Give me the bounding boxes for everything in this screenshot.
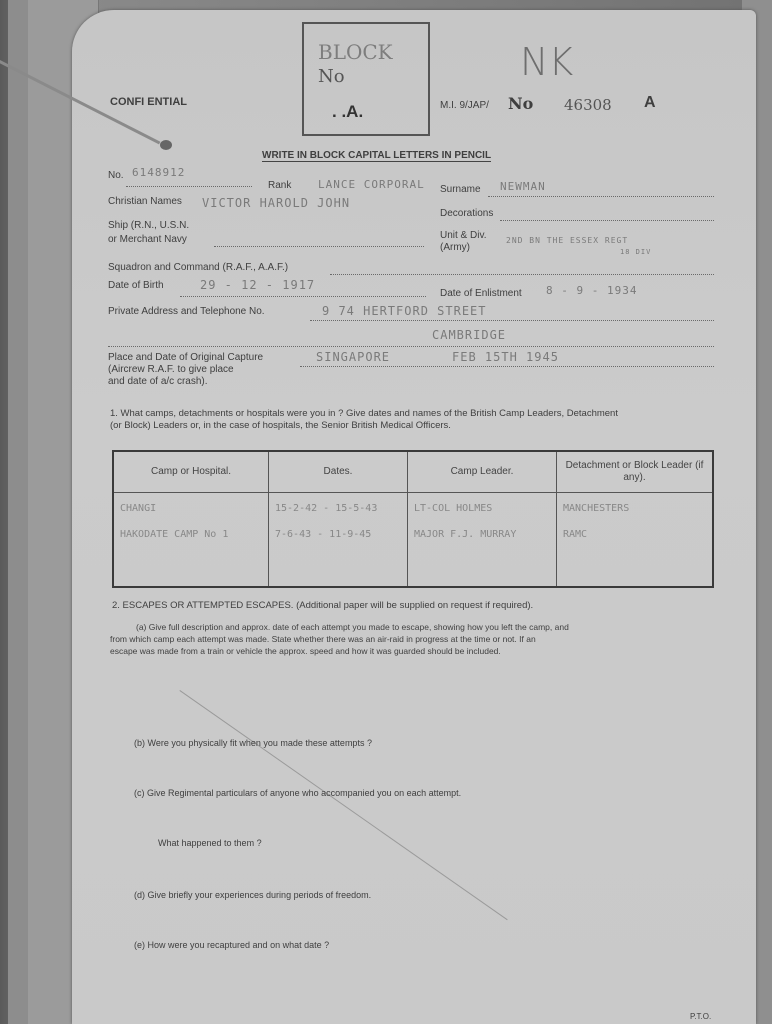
stamp-line-2: No — [318, 66, 345, 87]
squadron-label: Squadron and Command (R.A.F., A.A.F.) — [108, 262, 289, 273]
q2-c-followup: What happened to them ? — [158, 838, 262, 848]
christian-names-value: VICTOR HAROLD JOHN — [202, 196, 351, 210]
enlistment-label: Date of Enlistment — [440, 288, 522, 299]
enlistment-value: 8 - 9 - 1934 — [546, 284, 638, 297]
capture-place: SINGAPORE — [316, 350, 391, 364]
dotted-rule — [330, 274, 714, 275]
ship-label-1: Ship (R.N., U.S.N. — [108, 220, 190, 231]
string-knot — [160, 140, 172, 150]
q2-a-line-1: (a) Give full description and approx. date of each attempt you made to escape, showing how you left the camp, and — [136, 622, 569, 632]
dotted-rule — [214, 246, 424, 247]
q1-text-2: (or Block) Leaders or, in the case of hospitals, the Senior British Medical Officers. — [110, 420, 451, 431]
ship-label-2: or Merchant Navy — [108, 234, 187, 245]
cell-text: RAMC — [563, 529, 588, 540]
dob-value: 29 - 12 - 1917 — [200, 278, 316, 292]
capture-label-1: Place and Date of Original Capture — [108, 352, 264, 363]
cell-text: HAKODATE CAMP No 1 — [120, 529, 229, 540]
unit-value-2: 18 DIV — [620, 248, 652, 256]
q2-a-line-2: from which camp each attempt was made. State whether there was an air-raid in progress at the time or not. If an — [110, 634, 536, 644]
form-suffix: A — [644, 94, 656, 111]
cell-text: LT-COL HOLMES — [414, 503, 493, 514]
dotted-rule — [310, 320, 714, 321]
no-label: No. — [108, 170, 124, 181]
column-header: Camp or Hospital. — [113, 451, 269, 493]
rank-value: LANCE CORPORAL — [318, 178, 425, 191]
form-number: 46308 — [564, 96, 612, 114]
dotted-rule — [300, 366, 714, 367]
unit-label-1: Unit & Div. — [440, 230, 487, 241]
christian-names-label: Christian Names — [108, 196, 182, 207]
camps-table — [112, 450, 714, 588]
q1-text-1: 1. What camps, detachments or hospitals were you in ? Give dates and names of the British Camp Leaders, Detachment — [110, 408, 618, 419]
table-row — [113, 493, 713, 588]
decorations-label: Decorations — [440, 208, 494, 219]
instruction-heading: WRITE IN BLOCK CAPITAL LETTERS IN PENCIL — [262, 150, 492, 161]
rank-label: Rank — [268, 180, 292, 191]
cell-text: CHANGI — [120, 503, 157, 514]
mi9-reference: M.I. 9/JAP/ — [440, 100, 489, 111]
surname-value: NEWMAN — [500, 180, 546, 193]
dob-label: Date of Birth — [108, 280, 164, 291]
unit-label-2: (Army) — [440, 242, 470, 253]
q2-b: (b) Were you physically fit when you made these attempts ? — [134, 738, 372, 748]
table-cell — [408, 493, 557, 588]
cell-text: 15-2-42 - 15-5-43 — [275, 503, 378, 514]
capture-label-2: (Aircrew R.A.F. to give place — [108, 364, 234, 375]
cell-text: MAJOR F.J. MURRAY — [414, 529, 517, 540]
q2-c: (c) Give Regimental particulars of anyone who accompanied you on each attempt. — [134, 788, 462, 798]
column-header: Camp Leader. — [408, 451, 557, 493]
service-number: 6148912 — [132, 166, 186, 179]
table-header-row — [113, 451, 713, 493]
address-label: Private Address and Telephone No. — [108, 306, 265, 317]
dotted-rule — [500, 220, 714, 221]
column-header: Dates. — [269, 451, 408, 493]
capture-date: FEB 15TH 1945 — [452, 350, 559, 364]
pto-label: P.T.O. — [690, 1012, 712, 1021]
unit-value-1: 2ND BN THE ESSEX REGT — [506, 236, 629, 245]
table-cell — [557, 493, 714, 588]
cell-text: 7-6-43 - 11-9-45 — [275, 529, 372, 540]
address-value-1: 9 74 HERTFORD STREET — [322, 304, 487, 318]
surname-label: Surname — [440, 184, 481, 195]
q2-a-line-3: escape was made from a train or vehicle the approx. speed and how it was guarded should be included. — [110, 646, 501, 656]
cell-text: MANCHESTERS — [563, 503, 630, 514]
capture-label-3: and date of a/c crash). — [108, 376, 208, 387]
dotted-rule — [180, 296, 426, 297]
dotted-rule — [488, 196, 714, 197]
column-header: Detachment or Block Leader (if any). — [557, 451, 714, 493]
dotted-rule — [108, 346, 714, 347]
dotted-rule — [126, 186, 252, 187]
table-cell — [113, 493, 269, 588]
q2-title: 2. ESCAPES OR ATTEMPTED ESCAPES. (Additional paper will be supplied on request if required). — [112, 600, 534, 611]
table-cell — [269, 493, 408, 588]
confidential-label: CONFI ENTIAL — [110, 96, 187, 108]
q2-e: (e) How were you recaptured and on what date ? — [134, 940, 330, 950]
stamp-line-3: . .A. — [332, 102, 364, 121]
address-value-2: CAMBRIDGE — [432, 328, 507, 342]
number-symbol: No — [508, 94, 534, 113]
handwritten-annotation: NK — [520, 40, 574, 84]
block-stamp — [302, 22, 430, 136]
q2-d: (d) Give briefly your experiences during periods of freedom. — [134, 890, 372, 900]
stamp-line-1: BLOCK — [318, 40, 393, 64]
